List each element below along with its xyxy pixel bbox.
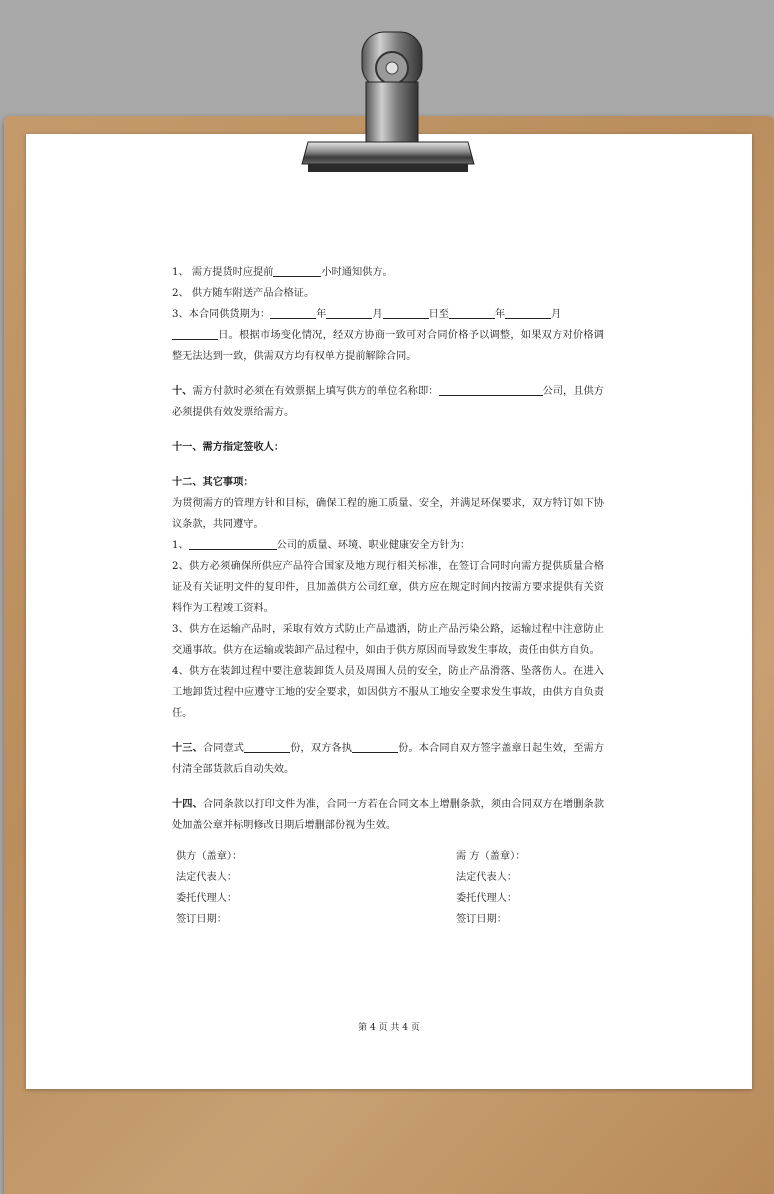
section-13: 十三、合同壹式 份，双方各执 份。本合同自双方签字盖章日起生效，至需方付清全部货款后自动失效。 bbox=[172, 742, 605, 775]
signature-block bbox=[172, 846, 604, 930]
company-blank[interactable] bbox=[189, 537, 277, 550]
item-1: 1、 需方提货时应提前 小时通知供方。 bbox=[172, 262, 604, 283]
section-12-heading: 十二、其它事项： bbox=[172, 476, 254, 488]
start-year-blank[interactable] bbox=[270, 306, 316, 319]
item-3: 3、本合同供货期为： 年 月 日至 年 月 bbox=[172, 304, 604, 325]
start-month-blank[interactable] bbox=[326, 306, 372, 319]
section-12-intro: 为贯彻需方的管理方针和目标，确保工程的施工质量、安全，并满足环保要求，双方特订如下协议条款，共同遵守。 bbox=[172, 498, 604, 530]
supplier-signature: 供方（盖章）： 法定代表人： 委托代理人： 签订日期： bbox=[176, 851, 243, 925]
section-12-item-4: 4、供方在装卸过程中要注意装卸货人员及周围人员的安全，防止产品滑落、坠落伤人。在进入工地卸货过程中应遵守工地的安全要求，如因供方不服从工地安全要求发生事故，由供方自负责任。 bbox=[172, 666, 604, 719]
copies-total-blank[interactable] bbox=[244, 740, 290, 753]
contract-body bbox=[172, 262, 604, 930]
section-12-item-1: 1、 公司的质量、环境、职业健康安全方针为： bbox=[172, 535, 604, 556]
end-month-blank[interactable] bbox=[505, 306, 551, 319]
end-day-blank[interactable] bbox=[172, 327, 218, 340]
start-day-blank[interactable] bbox=[383, 306, 429, 319]
section-11: 十一、需方指定签收人： bbox=[172, 441, 285, 453]
supplier-name-blank[interactable] bbox=[439, 383, 543, 396]
section-14: 十四、合同条款以打印文件为准，合同一方若在合同文本上增删条款，须由合同双方在增删条款处加盖公章并标明修改日期后增删部份视为生效。 bbox=[172, 798, 605, 831]
binder-clip-icon bbox=[300, 24, 476, 176]
section-12-item-3: 3、供方在运输产品时，采取有效方式防止产品遗洒，防止产品污染公路，运输过程中注意防止交通事故。供方在运输或装卸产品过程中，如由于供方原因而导致发生事故，责任由供方自负。 bbox=[172, 624, 604, 656]
hours-blank[interactable] bbox=[273, 264, 321, 277]
item-2: 2、 供方随车附送产品合格证。 bbox=[172, 288, 315, 299]
item-3-cont: 日。根据市场变化情况，经双方协商一致可对合同价格予以调整，如果双方对价格调整无法达到一致，供需双方均有权单方提前解除合同。 bbox=[172, 325, 604, 367]
end-year-blank[interactable] bbox=[449, 306, 495, 319]
page-number: 第 4 页 共 4 页 bbox=[358, 1023, 420, 1033]
buyer-signature: 需 方（盖章）： 法定代表人： 委托代理人： 签订日期： bbox=[456, 851, 526, 925]
copies-each-blank[interactable] bbox=[352, 740, 398, 753]
section-12-item-2: 2、供方必须确保所供应产品符合国家及地方现行相关标准，在签订合同时向需方提供质量合格证及有关证明文件的复印件，且加盖供方公司红章，供方应在规定时间内按需方要求提供有关资料作为工程竣工资料。 bbox=[172, 561, 604, 614]
section-10: 十、需方付款时必须在有效票据上填写供方的单位名称即： 公司，且供方必须提供有效发票给需方。 bbox=[172, 385, 604, 418]
